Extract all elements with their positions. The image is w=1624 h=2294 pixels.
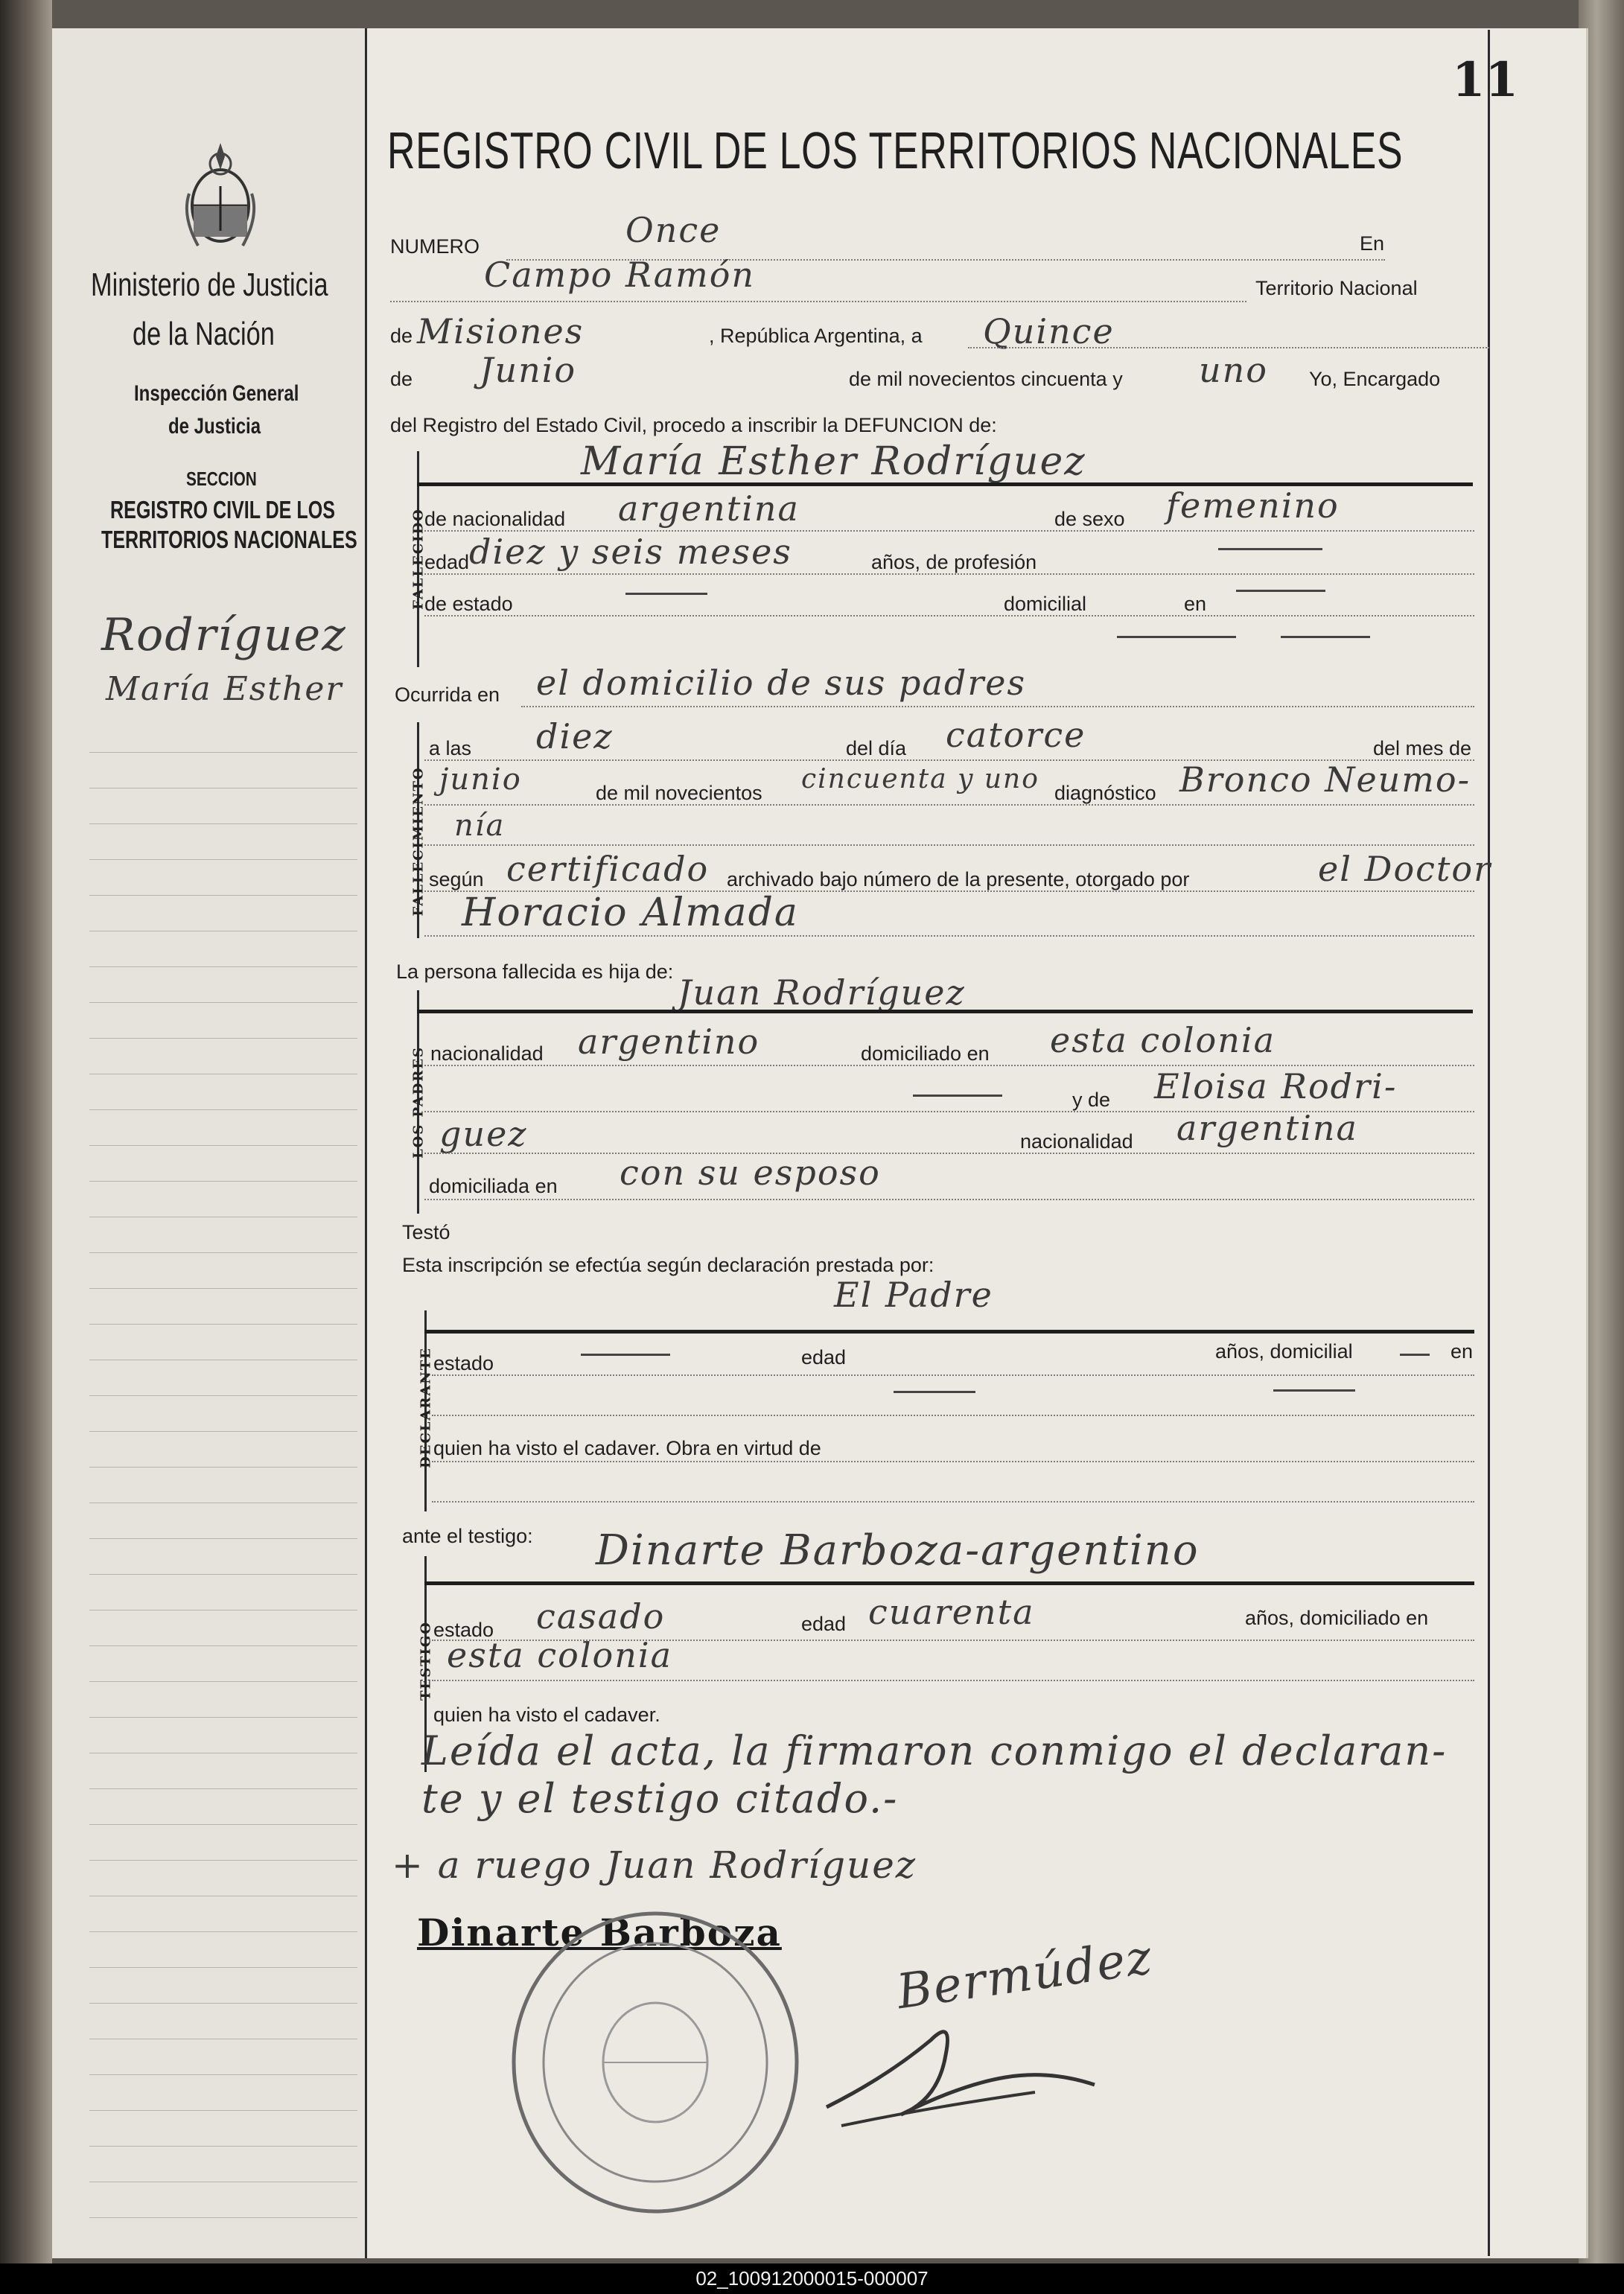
segun-label: según <box>429 868 484 890</box>
declarante-estado-label: estado <box>433 1352 494 1374</box>
margin-rule-line <box>89 2146 357 2147</box>
ministry-line2: de la Nación <box>133 316 275 352</box>
margin-rule-line <box>89 1538 357 1539</box>
margin-rule-line <box>89 859 357 860</box>
fallecido-en-label: en <box>1184 593 1207 615</box>
father-name: Juan Rodríguez <box>678 972 966 1013</box>
margin-rule-line <box>89 1324 357 1325</box>
mes-label: del mes de <box>1373 737 1472 759</box>
deceased-name: María Esther Rodríguez <box>581 439 1086 484</box>
domiciliada-label: domiciliada en <box>429 1175 558 1197</box>
margin-rule-line <box>89 1038 357 1039</box>
numero-value: Once <box>625 210 722 250</box>
testo-label: Testó <box>402 1221 450 1243</box>
doctor-name: Horacio Almada <box>462 890 799 935</box>
margin-rule-line <box>89 1645 357 1646</box>
numero-label: NUMERO <box>390 235 480 258</box>
archivado-label: archivado bajo número de la presente, otorgado por <box>727 868 1190 890</box>
diagnostico-label: diagnóstico <box>1054 782 1156 804</box>
mother-domicilio-value: con su esposo <box>620 1153 881 1193</box>
anio-label: de mil novecientos <box>596 782 762 804</box>
margin-rule-line <box>89 2074 357 2075</box>
father-nacionalidad-value: argentino <box>578 1022 760 1062</box>
hora-value: diez <box>536 716 614 756</box>
margin-rule-line <box>89 1145 357 1146</box>
coat-of-arms-emblem <box>176 134 265 253</box>
margin-rule-line <box>89 1467 357 1468</box>
fallecimiento-section-label: FALLECIMIENTO <box>410 766 427 917</box>
margin-rule-line <box>89 1109 357 1110</box>
section-line1: SECCION <box>186 468 257 490</box>
anos-profesion-label: años, de profesión <box>871 551 1037 573</box>
father-nacionalidad-label: nacionalidad <box>430 1042 544 1065</box>
anio-value: cincuenta y uno <box>801 764 1039 794</box>
section-line3: TERRITORIOS NACIONALES <box>101 526 357 553</box>
closing-line2: te y el testigo citado.- <box>421 1775 899 1822</box>
signature-testigo: Dinarte Barboza <box>417 1911 782 1954</box>
inspection-line1: Inspección General <box>134 381 299 406</box>
diagnostico-value: Bronco Neumo- <box>1179 759 1471 800</box>
declarante-anos-label: años, domicilial <box>1215 1340 1353 1363</box>
margin-rule-line <box>89 1574 357 1575</box>
ministry-line1: Ministerio de Justicia <box>91 267 328 303</box>
margin-rule-line <box>89 752 357 753</box>
hija-label: La persona fallecida es hija de: <box>396 960 674 983</box>
ocurrida-value: el domicilio de sus padres <box>536 663 1027 703</box>
ocurrida-label: Ocurrida en <box>395 684 500 706</box>
margin-rule-line <box>89 1967 357 1968</box>
testigo-section-label: TESTIGO <box>418 1621 434 1701</box>
de-label: de <box>390 325 413 347</box>
margin-rule-line <box>89 1288 357 1289</box>
domiciliado-label: domiciliado en <box>861 1042 990 1065</box>
testigo-edad-label: edad <box>801 1613 847 1635</box>
mother-nacionalidad-label: nacionalidad <box>1020 1130 1133 1153</box>
declarante-edad-label: edad <box>801 1346 847 1369</box>
place-value: Campo Ramón <box>484 255 756 295</box>
edad-value: diez y seis meses <box>469 532 792 572</box>
declarante-en-label: en <box>1451 1340 1474 1363</box>
margin-given-name: María Esther <box>106 670 343 708</box>
diagnostico-cont: nía <box>454 809 506 843</box>
mes-value: junio <box>439 762 522 797</box>
margin-rule-line <box>89 1717 357 1718</box>
declaracion-label: Esta inscripción se efectúa según declaración prestada por: <box>402 1254 934 1276</box>
margin-column <box>52 28 367 2258</box>
section-line2: REGISTRO CIVIL DE LOS <box>110 496 335 523</box>
alas-label: a las <box>429 737 472 759</box>
territory-value: Misiones <box>417 311 585 351</box>
margin-rule-line <box>89 2110 357 2111</box>
edad-label: edad <box>424 551 470 573</box>
margin-rule-line <box>89 1395 357 1396</box>
nacionalidad-label: de nacionalidad <box>424 508 566 530</box>
declarante-section-label: DECLARANTE <box>418 1347 434 1468</box>
margin-rule-line <box>89 1824 357 1825</box>
margin-surname: Rodríguez <box>101 609 347 661</box>
testigo-anos-label: años, domiciliado en <box>1245 1607 1429 1629</box>
testigo-value: Dinarte Barboza-argentino <box>596 1526 1200 1575</box>
day-value: Quince <box>983 311 1115 351</box>
sexo-label: de sexo <box>1054 508 1125 530</box>
fallecido-section-label: FALLECIDO <box>410 508 427 610</box>
margin-rule-line <box>89 1860 357 1861</box>
margin-rule-line <box>89 1181 357 1182</box>
testigo-estado-value: casado <box>536 1596 666 1637</box>
margin-rule-line <box>89 2003 357 2004</box>
sexo-value: femenino <box>1166 485 1340 526</box>
testigo-domicilio-value: esta colonia <box>447 1635 672 1675</box>
right-border-rule <box>1488 30 1490 2256</box>
margin-rule-line <box>89 1431 357 1432</box>
ante-testigo-label: ante el testigo: <box>402 1525 533 1547</box>
padres-section-label: LOS PADRES <box>410 1045 427 1159</box>
margin-rule-line <box>89 1252 357 1253</box>
signature-flourish <box>812 1995 1109 2144</box>
margin-rule-line <box>89 823 357 824</box>
year-prefix-label: de mil novecientos cincuenta y <box>849 368 1123 390</box>
registry-seal-stamp <box>499 1906 812 2219</box>
signature-encargado: Bermúdez <box>894 1929 1156 2021</box>
nacionalidad-value: argentina <box>618 488 800 529</box>
certificado-value: certificado <box>506 849 710 889</box>
page-number: 11 <box>1452 52 1519 108</box>
territorio-label: Territorio Nacional <box>1255 277 1418 299</box>
margin-rule-line <box>89 2217 357 2218</box>
margin-rule-line <box>89 1002 357 1003</box>
inspection-line2: de Justicia <box>168 414 261 439</box>
registro-label: del Registro del Estado Civil, procedo a inscribir la DEFUNCION de: <box>390 414 997 436</box>
margin-rule-line <box>89 1931 357 1932</box>
en-label: En <box>1360 232 1385 255</box>
dia-value: catorce <box>946 715 1086 755</box>
margin-rule-line <box>89 1681 357 1682</box>
year-value: uno <box>1199 350 1268 390</box>
margin-rule-line <box>89 1788 357 1789</box>
mother-name-cont: guez <box>439 1114 528 1154</box>
image-code: 02_100912000015-000007 <box>695 2267 929 2290</box>
mother-name: Eloisa Rodri- <box>1154 1066 1398 1106</box>
declarante-value: El Padre <box>834 1275 993 1315</box>
month-value: Junio <box>480 350 577 390</box>
estado-label: de estado <box>424 593 513 615</box>
margin-rule-line <box>89 966 357 967</box>
doctor-value: el Doctor <box>1318 849 1492 889</box>
book-spine <box>0 0 52 2294</box>
page-title: REGISTRO CIVIL DE LOS TERRITORIOS NACIONALES <box>387 121 1404 179</box>
de-label-2: de <box>390 368 413 390</box>
testigo-estado-label: estado <box>433 1619 494 1641</box>
dia-label: del día <box>846 737 907 759</box>
testigo-visto-label: quien ha visto el cadaver. <box>433 1704 660 1726</box>
y-de-label: y de <box>1072 1089 1111 1111</box>
declarante-visto-label: quien ha visto el cadaver. Obra en virtud de <box>433 1437 821 1459</box>
encargado-label: Yo, Encargado <box>1309 368 1441 390</box>
father-domicilio-value: esta colonia <box>1050 1020 1276 1060</box>
signature-declarante: + a ruego Juan Rodríguez <box>392 1844 917 1887</box>
domicilial-label: domicilial <box>1004 593 1087 615</box>
mother-nacionalidad-value: argentina <box>1176 1108 1358 1148</box>
closing-line1: Leída el acta, la firmaron conmigo el declaran- <box>421 1727 1448 1774</box>
testigo-edad-value: cuarenta <box>868 1592 1035 1632</box>
margin-rule-line <box>89 895 357 896</box>
republica-label: , República Argentina, a <box>709 325 923 347</box>
